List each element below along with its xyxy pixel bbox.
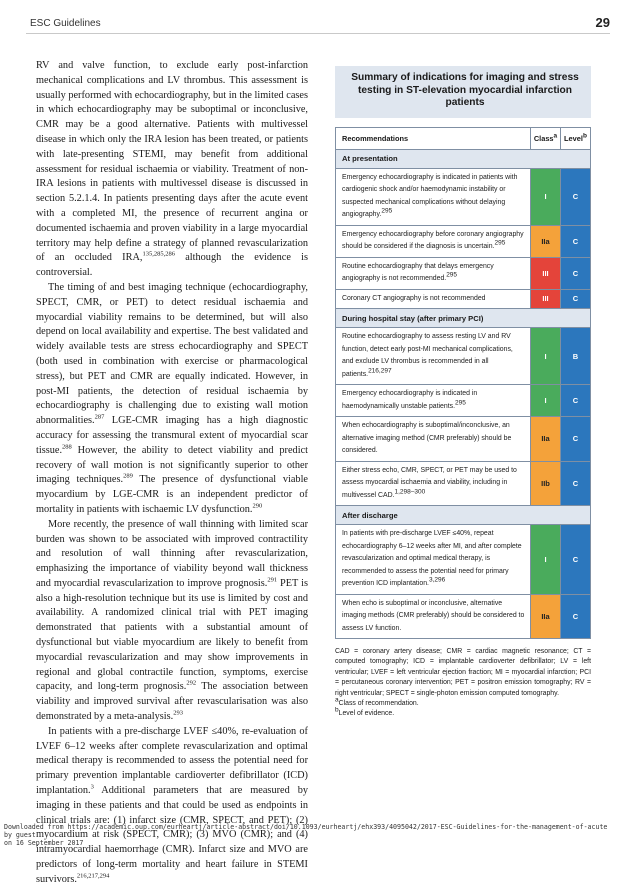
section-row — [336, 309, 591, 328]
reference[interactable]: 295 — [446, 271, 458, 279]
recommendation-text — [336, 417, 531, 462]
reference[interactable]: 1,298–300 — [394, 488, 426, 496]
level-cell: C — [561, 289, 591, 309]
text-span: although the evidence is controversial. — [36, 252, 308, 279]
table-row — [336, 257, 591, 289]
level-cell: B — [561, 328, 591, 385]
table-row — [336, 225, 591, 257]
column-header-class — [531, 127, 561, 149]
recommendation-statement: When echocardiography is suboptimal/inconclusive, an alternative imaging method (CMR preferably) should be considered. — [342, 422, 512, 454]
reference[interactable]: 291 — [267, 576, 278, 584]
text-span: PET is also a high-resolution technique but its use is limited by cost and availability. A randomized clinical trial with PET imaging demonstrated that patients with a substantial amount of dysfunctional but viable myocardium are likely to benefit from myocardial revascularization and may show improvements in regional and global contractile function, symptoms, exercise capacity, and long-term prognosis. — [36, 577, 308, 693]
table-row — [336, 417, 591, 462]
page-number: 29 — [595, 15, 610, 30]
reference[interactable]: 3,296 — [428, 576, 446, 584]
summary-box — [335, 66, 591, 720]
section-title: After discharge — [336, 506, 591, 525]
class-cell: I — [531, 328, 561, 385]
recommendation-statement: Routine echocardiography to assess resting LV and RV function, detect early post-MI mechanical complications, and exclude LV thrombus is recommended in all patients. — [342, 333, 513, 378]
download-url[interactable]: Downloaded from https://academic.oup.com/eurheartj/article-abstract/doi/10.1093/eurheartj/ehx393/4095042/2017-ESC-Guidelines-for-the-management-of-acute — [4, 823, 608, 831]
reference[interactable]: 135,285,286 — [142, 250, 175, 258]
level-cell: C — [561, 225, 591, 257]
table-body — [336, 149, 591, 639]
text-span: More recently, the presence of wall thinning with limited scar burden was shown to be associated with improved contractility and resolution of wall thinning after revascularization, emphasizing the importance of viability beyond wall thickness and myocardial revascularization to improve prognosis. — [36, 518, 308, 589]
text-span: The association between viability and improved survival after revascularisation was also demonstrated by a meta-analysis. — [36, 681, 308, 723]
class-cell: III — [531, 289, 561, 309]
table-header-row — [336, 127, 591, 149]
class-cell: IIa — [531, 225, 561, 257]
paragraph-3 — [36, 518, 308, 725]
recommendation-text — [336, 225, 531, 257]
text-span: Additional parameters that are measured by imaging in these patients and that could be used as endpoints in clinical trials are: (1) infarct size (CMR, SPECT, and PET); (2) myocardium at risk (SPECT, CMR); (3) MVO (CMR); and (4) intramyocardial haemorrhage (CMR). Infarct size and MVO are predictors of long-term mortality and heart failure in STEMI survivors. — [36, 785, 308, 885]
table-row — [336, 594, 591, 639]
reference[interactable]: 287 — [94, 413, 105, 421]
download-date: on 16 September 2017 — [4, 839, 84, 847]
left-text-column — [36, 59, 308, 888]
level-cell: C — [561, 257, 591, 289]
column-header-level — [561, 127, 591, 149]
column-header-recommendations: Recommendations — [336, 127, 531, 149]
table-row — [336, 385, 591, 417]
recommendation-text — [336, 257, 531, 289]
journal-name: ESC Guidelines — [30, 18, 101, 29]
footnote-text: Level of evidence. — [338, 710, 395, 718]
reference[interactable]: 295 — [455, 399, 466, 407]
text-span: The timing of and best imaging technique (echocardiography, SPECT, CMR, or PET) to detect residual ischaemia and myocardial viability remains to be determined, but will also depend on local availability and expertise. The best validated and widely available tests are stress echocardiography and SPECT (both used in combination with exercise or pharmacological stress), but PET and CMR are equally indicated. However, in post-MI patients, the detection of residual ischaemia by echocardiography is challenging due to existing wall motion abnormalities. — [36, 281, 308, 427]
recommendation-text — [336, 289, 531, 309]
class-cell: IIa — [531, 417, 561, 462]
class-footnote — [335, 696, 591, 709]
table-row — [336, 461, 591, 506]
section-title: At presentation — [336, 149, 591, 168]
recommendation-text — [336, 168, 531, 225]
section-title: During hospital stay (after primary PCI) — [336, 309, 591, 328]
text-span: RV and valve function, to exclude early post-infarction mechanical complications and LV thrombus. This assessment is usually performed with echocardiography, but in the limited cases in which echocardiography may be suboptimal or inconclusive, CMR may be a good alternative. Patients with multivessel disease in which only the IRA lesion has been treated, or patients with late-presenting STEMI, may benefit from additional assessment for residual ischaemia or viability. Treatment of non-IRA lesions in patients with multivessel disease is discussed in section 5.2.1.4. In patients presenting days after the acute event with a completed MI, the presence of recurrent angina or documented ischaemia and proven viability in a large myocardial territory may help define a strategy of planned revascularization of an occluded IRA, — [36, 60, 308, 264]
table-row — [336, 168, 591, 225]
recommendation-statement: Emergency echocardiography before coronary angiography should be considered if the diagnosis is uncertain. — [342, 230, 524, 250]
level-footnote — [335, 709, 591, 719]
recommendation-statement: Either stress echo, CMR, SPECT, or PET may be used to assess myocardial ischaemia and viability, including in multivessel CAD. — [342, 466, 517, 499]
reference[interactable]: 290 — [252, 502, 263, 510]
table-row — [336, 328, 591, 385]
paragraph-2 — [36, 281, 308, 518]
reference[interactable]: 216,217,294 — [76, 872, 110, 880]
summary-box-title: Summary of indications for imaging and stress testing in ST-elevation myocardial infarction patients — [335, 66, 591, 118]
text-span: The presence of dysfunctional viable myocardium by LGE-CMR is an independent predictor of mortality in patients with ischaemic LV dysfunction. — [36, 474, 308, 515]
text-span: LGE-CMR imaging has a high diagnostic accuracy for assessing the transmural extent of myocardial scar tissue. — [36, 415, 308, 456]
download-by: by guest — [4, 831, 36, 839]
class-cell: IIb — [531, 461, 561, 506]
section-row — [336, 149, 591, 168]
level-label: Level — [564, 133, 583, 143]
reference[interactable]: 295 — [494, 239, 506, 247]
recommendations-table — [335, 127, 591, 640]
footnote-marker: b — [335, 707, 339, 715]
recommendation-statement: Coronary CT angiography is not recommended — [342, 294, 486, 302]
footnote-marker: b — [582, 132, 587, 140]
class-cell: I — [531, 525, 561, 595]
level-cell: C — [561, 385, 591, 417]
page-header — [26, 14, 610, 34]
table-footnotes — [335, 647, 591, 720]
recommendation-statement: Emergency echocardiography is indicated in patients with cardiogenic shock and/or haemodynamic instability or suspected mechanical complications without delaying angiography. — [342, 173, 518, 218]
table-row — [336, 525, 591, 595]
abbreviations-footnote: CAD = coronary artery disease; CMR = cardiac magnetic resonance; CT = computed tomography; ICD = implantable cardioverter defibrillator; LV = left ventricular; LVEF = left ventricular ejection fraction; MI = myocardial infarction; PCI = percutaneous coronary intervention; PET = positron emission tomography; RV = right ventricular; SPECT = single-photon emission computed tomography. — [335, 648, 591, 697]
recommendation-statement: Routine echocardiography that delays emergency angiography is not recommended. — [342, 262, 494, 282]
reference[interactable]: 295 — [381, 207, 393, 215]
footnote-marker: a — [335, 696, 339, 704]
recommendation-text — [336, 385, 531, 417]
reference[interactable]: 293 — [173, 709, 183, 717]
recommendation-text — [336, 525, 531, 595]
recommendation-statement: When echo is suboptimal or inconclusive, alternative imaging methods (CMR preferably) should be considered to assess LV function. — [342, 599, 525, 632]
paragraph-4 — [36, 725, 308, 888]
class-cell: I — [531, 385, 561, 417]
download-notice — [4, 823, 607, 847]
footnote-text: Class of recommendation. — [338, 700, 419, 708]
reference[interactable]: 216,297 — [368, 367, 392, 375]
paragraph-1 — [36, 59, 308, 281]
footnote-marker: a — [553, 132, 558, 140]
text-span: In patients with a pre-discharge LVEF ≤40%, re-evaluation of LVEF 6–12 weeks after complete revascularization and optimal medical therapy is recommended to assess the potential need for primary prevention implantable cardioverter defibrillator (ICD) implantation. — [36, 725, 308, 797]
reference[interactable]: 3 — [90, 783, 94, 791]
recommendation-statement: Emergency echocardiography is indicated in haemodynamically unstable patients. — [342, 390, 478, 410]
recommendation-statement: In patients with pre-discharge LVEF ≤40%, repeat echocardiography 6–12 weeks after MI, and after complete revascularization and optimal medical therapy, is recommended to assess the potential need for primary prevention ICD implantation. — [342, 530, 522, 587]
level-cell: C — [561, 525, 591, 595]
level-cell: C — [561, 594, 591, 639]
recommendation-text — [336, 461, 531, 506]
reference[interactable]: 292 — [186, 680, 197, 688]
class-cell: IIa — [531, 594, 561, 639]
class-cell: III — [531, 257, 561, 289]
class-cell: I — [531, 168, 561, 225]
section-row — [336, 506, 591, 525]
text-span: However, the ability to detect viability and predict recovery of wall motion is not significantly superior to other imaging techniques. — [36, 444, 308, 486]
table-row — [336, 289, 591, 309]
level-cell: C — [561, 461, 591, 506]
level-cell: C — [561, 417, 591, 462]
reference[interactable]: 288 — [62, 443, 72, 451]
class-label: Class — [533, 133, 554, 143]
recommendation-text — [336, 328, 531, 385]
recommendation-text — [336, 594, 531, 639]
level-cell: C — [561, 168, 591, 225]
reference[interactable]: 289 — [123, 472, 133, 480]
